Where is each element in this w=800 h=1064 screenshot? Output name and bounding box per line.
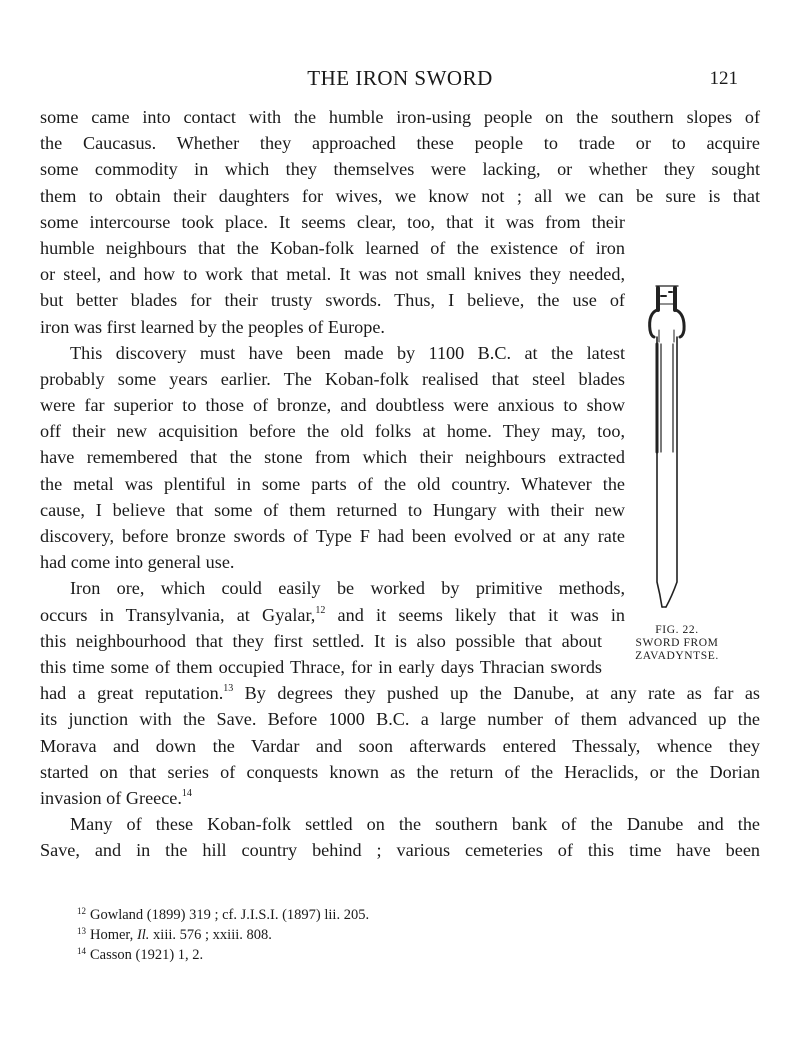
footnote-ref: 13 <box>223 683 234 695</box>
text-line: some intercourse took place. It seems clear, too, that it was from their <box>40 211 625 232</box>
caption-text: SWORD FROM <box>635 637 719 649</box>
text-line: the metal was plentiful in some parts of the old country. Whatever the <box>40 473 625 494</box>
text-line: started on that series of conquests known as the return of the Heraclids, or the Dorian <box>40 761 760 782</box>
footnote: $^{13}$ Homer, Il. xiii. 576 ; xxiii. 808. <box>77 926 272 943</box>
text-line: some commodity in which they themselves were lacking, or whether they sought <box>40 159 760 180</box>
page-header <box>0 66 800 94</box>
text-line: iron was first learned by the peoples of Europe. <box>40 316 385 337</box>
footnote-ref: 12 <box>315 604 326 616</box>
text-line: Save, and in the hill country behind ; various cemeteries of this time have been <box>40 840 760 861</box>
text-line: had a great reputation.$^{13}$ By degrees they pushed up the Danube, at any rate as far as <box>40 683 761 704</box>
text-line: some came into contact with the humble iron-using people on the southern slopes of <box>40 107 760 127</box>
footnote: $^{12}$ Gowland (1899) 319 ; cf. J.I.S.I. (1897) lii. 205. <box>77 906 370 923</box>
text-line: them to obtain their daughters for wives, we know not ; all we can be sure is that <box>40 185 760 206</box>
text-line: cause, I believe that some of them returned to Hungary with their new <box>40 499 625 520</box>
page-number: 121 <box>709 68 738 89</box>
text-line: discovery, before bronze swords of Type F had been evolved or at any rate <box>40 526 625 546</box>
sword-icon <box>640 282 700 612</box>
text-line: occurs in Transylvania, at Gyalar,$^{12}$ and it seems likely that it was in <box>40 604 625 625</box>
footnote-ref: 14 <box>181 787 192 799</box>
text-line: probably some years earlier. The Koban-folk realised that steel blades <box>40 368 625 389</box>
text-line: Many of these Koban-folk settled on the southern bank of the Danube and the <box>70 814 760 835</box>
running-title: THE IRON SWORD <box>307 66 493 90</box>
text-line: This discovery must have been made by 1100 B.C. at the latest <box>70 342 625 363</box>
footnote: $^{14}$ Casson (1921) 1, 2. <box>77 946 204 963</box>
text-line: Morava and down the Vardar and soon afterwards entered Thessaly, whence they <box>40 735 760 756</box>
caption-label: FIG. 22. <box>655 624 699 636</box>
sword-illustration <box>640 282 700 612</box>
text-line: humble neighbours that the Koban-folk learned of the existence of iron <box>40 237 625 258</box>
text-line: invasion of Greece.$^{14}$ <box>40 787 192 808</box>
text-line: or steel, and how to work that metal. It was not small knives they needed, <box>40 264 625 285</box>
text-line: this time some of them occupied Thrace, for in early days Thracian swords <box>40 656 602 677</box>
text-line: but better blades for their trusty swords. Thus, I believe, the use of <box>40 290 625 311</box>
text-line: off their new acquisition before the old folks at home. They may, too, <box>40 421 625 442</box>
text-line: the Caucasus. Whether they approached these people to trade or to acquire <box>40 133 760 154</box>
footnotes <box>77 905 677 965</box>
text-line: had come into general use. <box>40 552 235 573</box>
text-line: have remembered that the stone from which their neighbours extracted <box>40 447 625 468</box>
text-line: were far superior to those of bronze, and doubtless were anxious to show <box>40 395 625 416</box>
text-line: its junction with the Save. Before 1000 B.C. a large number of them advanced up the <box>40 709 760 730</box>
text-line: this neighbourhood that they first settled. It is also possible that about <box>40 630 602 651</box>
figure-caption <box>612 624 742 663</box>
text-line: Iron ore, which could easily be worked by primitive methods, <box>70 578 625 599</box>
caption-text: ZAVADYNTSE. <box>635 650 719 662</box>
